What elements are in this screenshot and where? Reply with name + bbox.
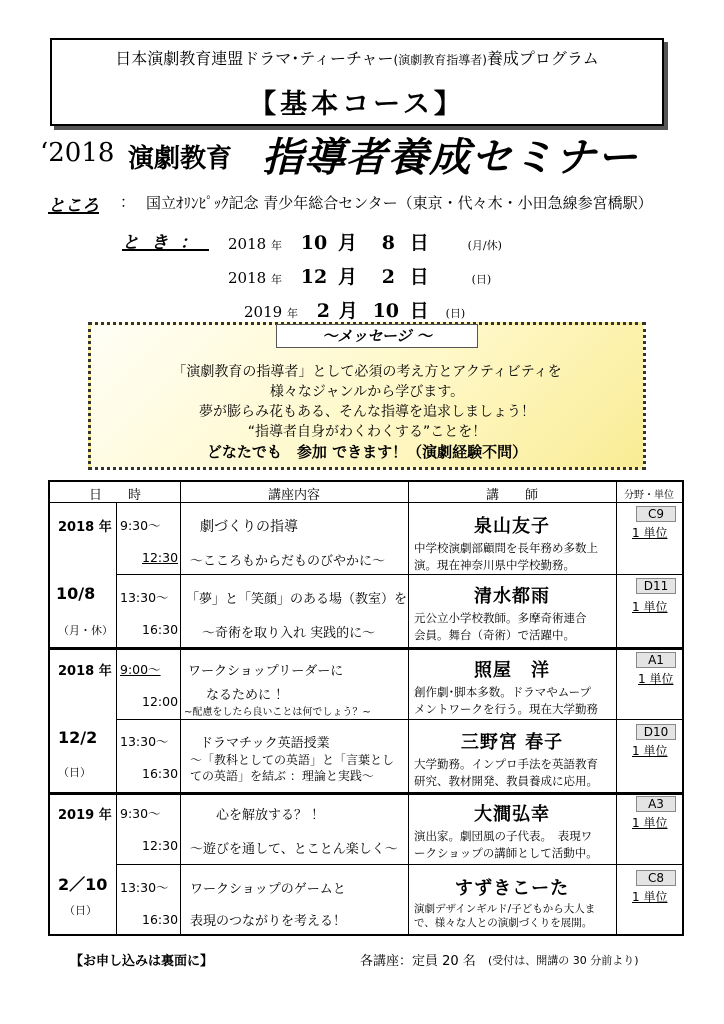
- col-divider-teacher: [616, 482, 617, 934]
- session-note: ~配慮をしたら良いことは何でしょう？~: [184, 707, 371, 718]
- message-line-5: どなたでも 参加 できます！（演劇経験不問）: [206, 443, 528, 461]
- block-year: 2018 年: [58, 520, 112, 535]
- session-start: 13:30～: [120, 590, 169, 605]
- message-title: ～メッセージ ～: [276, 324, 478, 348]
- schedule-table: [48, 480, 684, 936]
- reception-note: (受付は、開講の 30 分前より): [488, 954, 639, 967]
- row-divider: [116, 719, 682, 720]
- program-header-box: [50, 38, 664, 126]
- block-date: 10/8: [56, 584, 96, 603]
- header-teacher: 講 師: [485, 488, 538, 503]
- session-topic: ワークショップリーダーに: [188, 664, 344, 679]
- course-code: A1: [636, 652, 676, 668]
- session-end: 12:30: [142, 838, 179, 853]
- session-topic: 心を解放する？ ！: [216, 808, 325, 823]
- session-end: 16:30: [142, 766, 179, 781]
- date-row-3: 2019 年 2 月 10 日 (日): [244, 300, 466, 322]
- course-code: D10: [636, 724, 676, 740]
- session-topic: 劇づくりの指導: [200, 519, 298, 535]
- block-date: 2／10: [58, 875, 108, 894]
- col-divider-time: [116, 502, 117, 934]
- block-divider: [50, 792, 682, 795]
- teacher-name: 照屋 洋: [474, 660, 550, 681]
- message-line-3: 夢が膨らみ花もある、そんな指導を追求しましょう！: [199, 404, 535, 420]
- session-topic: ドラマチック英語授業: [200, 736, 330, 751]
- teacher-name: 泉山友子: [474, 516, 550, 537]
- title-subject: 演劇教育: [128, 144, 233, 174]
- block-divider: [50, 647, 682, 650]
- session-topic: 「夢」と「笑顔」のある場（教室）を: [186, 592, 408, 607]
- session-topic: ワークショップのゲームと: [190, 882, 346, 897]
- session-start: 9:30～: [120, 806, 161, 821]
- message-box: [88, 322, 646, 470]
- capacity-note: 各講座：定員 20 名: [360, 954, 476, 969]
- header-date: 日 時: [88, 488, 141, 503]
- course-unit: 1 単位: [632, 890, 668, 904]
- block-dow: （日）: [58, 766, 91, 779]
- message-line-4: “指導者自身がわくわくする”ことを！: [247, 424, 487, 440]
- block-dow: （日）: [64, 904, 97, 917]
- session-end: 12:00: [142, 694, 179, 709]
- session-subtopic: ～奇術を取り入れ 実践的に～: [202, 626, 376, 641]
- course-code: D11: [636, 578, 676, 594]
- teacher-name: 大澗弘幸: [474, 804, 550, 825]
- session-subtopic: ～遊びを通して、とことん楽しく～: [190, 842, 398, 857]
- session-end: 16:30: [142, 912, 179, 927]
- block-year: 2019 年: [58, 808, 112, 823]
- block-date: 12/2: [58, 728, 98, 747]
- col-divider-date: [180, 482, 181, 934]
- message-line-2: 様々なジャンルから学びます。: [269, 384, 465, 400]
- teacher-bio: 創作劇･脚本多数。ドラマやムープ メントワークを行う。現在大学勤務: [414, 685, 598, 716]
- course-code: C8: [636, 870, 676, 886]
- course-code: C9: [636, 506, 676, 522]
- place-label: ところ: [48, 196, 99, 216]
- session-subtopic: 表現のつながりを考える！: [190, 914, 347, 929]
- session-start: 13:30～: [120, 734, 169, 749]
- block-dow: （月・休）: [58, 624, 113, 637]
- teacher-bio: 中学校演劇部顧問を長年務め多数上 演。現在神奈川県中学校勤務。: [414, 541, 598, 572]
- session-subtopic: なるために ！: [206, 688, 289, 703]
- session-end: 16:30: [142, 622, 179, 637]
- course-code: A3: [636, 796, 676, 812]
- course-unit: 1 単位: [632, 600, 668, 614]
- header-content: 講座内容: [267, 488, 320, 503]
- row-divider: [116, 864, 682, 865]
- col-divider-content: [408, 482, 409, 934]
- course-unit: 1 単位: [632, 526, 668, 540]
- course-unit: 1 単位: [632, 744, 668, 758]
- block-year: 2018 年: [58, 664, 112, 679]
- date-row-2: 2018 年 12 月 2 日 (日): [228, 266, 492, 288]
- session-start: 9:00～: [120, 662, 161, 677]
- course-name: 【基本コース】: [249, 89, 465, 120]
- program-name: 日本演劇教育連盟ドラマ･ティーチャー(演劇教育指導者)養成プログラム: [115, 49, 599, 68]
- session-start: 13:30～: [120, 880, 169, 895]
- application-note: 【お申し込みは裏面に】: [70, 954, 214, 969]
- session-subtopic: ～「教科としての英語」と「言葉としての英語」を結ぶ ：理論と実践～: [190, 753, 395, 783]
- teacher-name: すずきこーた: [454, 878, 570, 899]
- session-subtopic: ～こころもからだものびやかに～: [190, 554, 386, 569]
- place-text: 国立ｵﾘﾝﾋﾟｯｸ記念 青少年総合センター（東京・代々木・小田急線参宮橋駅）: [146, 194, 653, 212]
- title-year: ‘2018: [40, 138, 115, 168]
- message-line-1: 「演劇教育の指導者」として必須の考え方とアクティビティを: [172, 364, 562, 380]
- course-unit: 1 単位: [632, 816, 668, 830]
- date-label: とき：: [122, 233, 209, 253]
- teacher-bio: 元公立小学校教師。多摩奇術連合 会員。舞台（奇術）で活躍中。: [414, 611, 587, 642]
- teacher-bio: 大学勤務。インプロ手法を英語教育 研究、教材開発、教員養成に応用。: [414, 757, 598, 788]
- session-start: 9:30～: [120, 518, 161, 533]
- teacher-bio: 演劇デザインギルド/子どもから大人ま で、様々な人との演劇づくりを展開。: [414, 903, 596, 929]
- teacher-name: 清水都雨: [474, 586, 550, 607]
- header-unit: 分野・単位: [624, 490, 674, 501]
- teacher-name: 三野宮 春子: [460, 732, 564, 753]
- course-unit: 1 単位: [638, 672, 674, 686]
- date-row-1: 2018 年 10 月 8 日 (月/休): [228, 232, 502, 254]
- place-colon: ：: [120, 193, 136, 211]
- page-title: 指導者養成セミナー: [262, 135, 639, 181]
- session-end: 12:30: [142, 550, 179, 565]
- row-divider: [116, 574, 682, 575]
- teacher-bio: 演出家。劇団風の子代表。 表現ワ ークショップの講師として活動中。: [414, 829, 598, 860]
